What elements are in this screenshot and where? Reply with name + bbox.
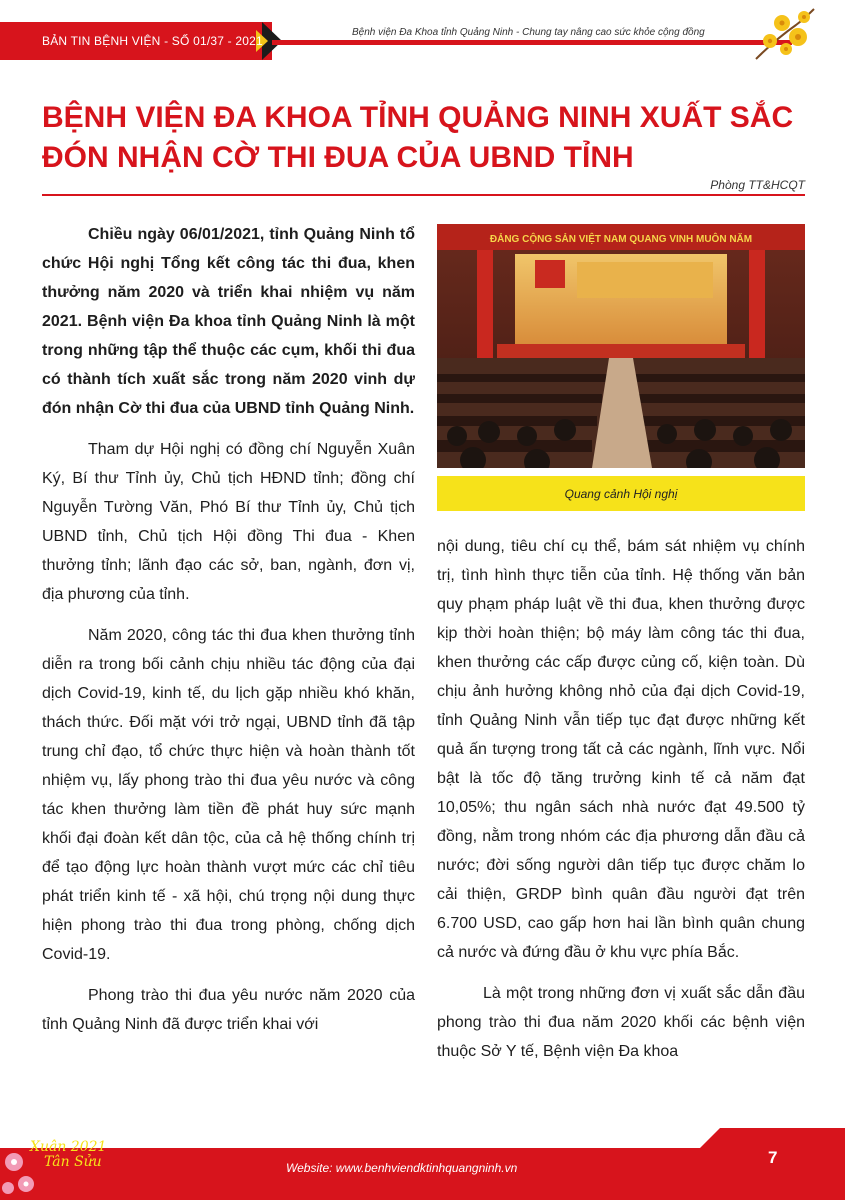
- title-divider: [42, 194, 805, 196]
- banner-text: ĐẢNG CỘNG SẢN VIỆT NAM QUANG VINH MUÔN NĂM: [489, 234, 753, 245]
- photo-caption: Quang cảnh Hội nghị: [437, 476, 805, 511]
- footer-website[interactable]: Website: www.benhviendktinhquangninh.vn: [286, 1161, 518, 1175]
- right-column: [437, 532, 805, 1078]
- body-paragraph: Là một trong những đơn vị xuất sắc dẫn đầu phong trào thi đua năm 2020 khối các bệnh viện thuộc Sở Y tế, Bệnh viện Đa khoa: [437, 985, 805, 1060]
- footer-notch: [700, 1128, 720, 1148]
- left-column: [42, 220, 415, 1051]
- page-number: 7: [768, 1148, 778, 1167]
- body-paragraph: Tham dự Hội nghị có đồng chí Nguyễn Xuân Ký, Bí thư Tỉnh ủy, Chủ tịch HĐND tỉnh; đồng chí Nguyễn Tường Văn, Phó Bí thư Tỉnh ủy, Chủ tịch UBND tỉnh, Chủ tịch Hội đồng Thi đua - Khen thưởng tỉnh; lãnh đạo các sở, ban, ngành, đơn vị, địa phương của tỉnh.: [42, 441, 415, 603]
- header-slogan: Bệnh viện Đa Khoa tỉnh Quảng Ninh - Chung tay nâng cao sức khỏe cộng đồng: [352, 27, 705, 38]
- header-rule: [272, 40, 792, 45]
- apricot-blossom-icon: [752, 5, 816, 63]
- footer-tab: [720, 1128, 845, 1148]
- body-paragraph: Năm 2020, công tác thi đua khen thưởng tỉnh diễn ra trong bối cảnh chịu nhiều tác động của đại dịch Covid-19, kinh tế, du lịch gặp nhiều khó khăn, thách thức. Đối mặt với trở ngại, UBND tỉnh đã tập trung chỉ đạo, tổ chức thực hiện và hoàn thành tốt nhiệm vụ, lấy phong trào thi đua yêu nước và công tác khen thưởng làm tiền đề phát huy sức mạnh khối đại đoàn kết dân tộc, của cả hệ thống chính trị để tạo động lực hoàn thành vượt mức các chỉ tiêu phát triển kinh tế - xã hội, chú trọng nội dung thực hiện phong trào thi đua trong phòng, chống dịch Covid-19.: [42, 627, 415, 963]
- bulletin-label: BẢN TIN BỆNH VIỆN - SỐ 01/37 - 2021: [42, 34, 263, 48]
- article-title: BỆNH VIỆN ĐA KHOA TỈNH QUẢNG NINH XUẤT SẮC ĐÓN NHẬN CỜ THI ĐUA CỦA UBND TỈNH: [42, 101, 794, 174]
- lead-paragraph: Chiều ngày 06/01/2021, tỉnh Quảng Ninh tổ chức Hội nghị Tổng kết công tác thi đua, khen thưởng năm 2020 và triển khai nhiệm vụ năm 2021. Bệnh viện Đa khoa tỉnh Quảng Ninh là một trong những tập thể thuộc các cụm, khối thi đua có thành tích xuất sắc trong năm 2020 vinh dự đón nhận Cờ thi đua của UBND tỉnh Quảng Ninh.: [42, 226, 415, 417]
- tet-greeting-line1: Xuân 2021: [30, 1139, 107, 1155]
- body-paragraph: nội dung, tiêu chí cụ thể, bám sát nhiệm vụ chính trị, tình hình thực tiễn của tỉnh. Hệ thống văn bản quy phạm pháp luật về thi đua, khen thưởng được kịp thời hoàn thiện; bộ máy làm công tác thi đua, khen thưởng các cấp được củng cố, kiện toàn. Dù chịu ảnh hưởng không nhỏ của đại dịch Covid-19, tỉnh Quảng Ninh vẫn tiếp tục đạt được những kết quả ấn tượng trong tất cả các ngành, lĩnh vực. Nổi bật là tốc độ tăng trưởng kinh tế cả năm đạt 10,05%; thu ngân sách nhà nước đạt 49.500 tỷ đồng, nằm trong nhóm các địa phương dẫn đầu cả nước; đời sống người dân tiếp tục được chăm lo cải thiện, GRDP bình quân đầu người đạt trên 6.700 USD, cao gấp hơn hai lần bình quân chung cả nước và đứng đầu ở khu vực phía Bắc.: [437, 538, 805, 961]
- article-author: Phòng TT&HCQT: [710, 178, 805, 192]
- tet-greeting-line2: Tân Sửu: [44, 1154, 102, 1170]
- tet-greeting: [30, 1140, 106, 1170]
- body-paragraph: Phong trào thi đua yêu nước năm 2020 của tỉnh Quảng Ninh đã được triển khai với: [42, 987, 415, 1033]
- conference-hall-photo: [437, 224, 805, 468]
